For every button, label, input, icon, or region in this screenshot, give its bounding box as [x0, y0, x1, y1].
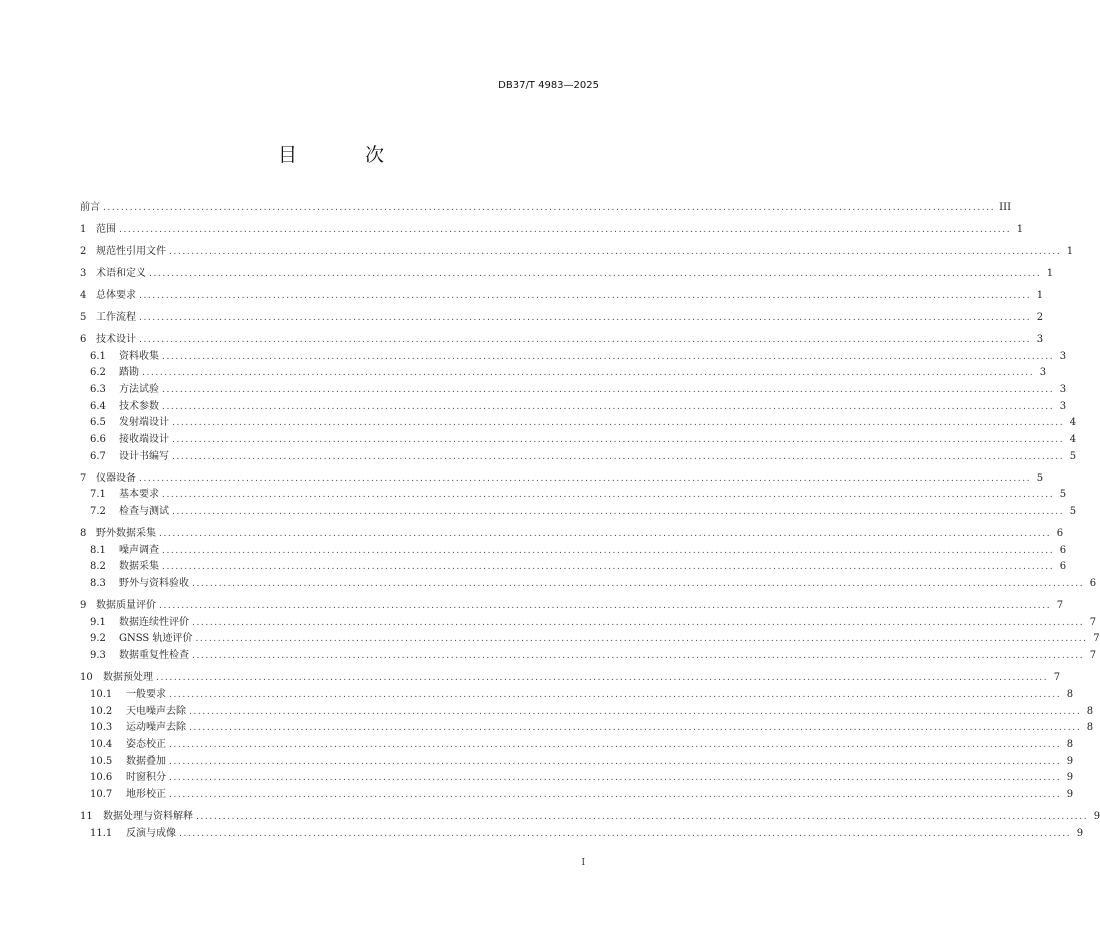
toc-entry[interactable] — [80, 266, 1054, 283]
toc-entry[interactable] — [80, 559, 1067, 576]
toc-entry-title: 数据质量评价 — [96, 600, 156, 612]
toc-entry[interactable] — [80, 332, 1044, 349]
toc-entry-title: GNSS 轨迹评价 — [119, 633, 193, 645]
toc-leader-dots: ........................................................................................................................................................................................................ — [172, 418, 1065, 429]
toc-entry-title: 发射端设计 — [119, 417, 169, 429]
toc-entry-title: 基本要求 — [119, 489, 159, 501]
toc-leader-dots: ........................................................................................................................................................................................................ — [162, 351, 1055, 362]
doc-code: DB37/T 4983—2025 — [498, 80, 599, 91]
toc-entry-title: 资料收集 — [119, 350, 159, 362]
toc-entry-title: 接收端设计 — [119, 434, 169, 446]
toc-entry-title: 噪声调查 — [119, 544, 159, 556]
toc-leader-dots: ........................................................................................................................................................................................................ — [139, 312, 1032, 323]
toc-entry[interactable] — [80, 754, 1074, 771]
toc-entry-number: 10.4 — [90, 738, 113, 750]
toc-entry-title: 野外与资料验收 — [119, 578, 189, 590]
toc-entry-title: 野外数据采集 — [96, 528, 156, 540]
toc-leader-dots: ........................................................................................................................................................................................................ — [172, 451, 1065, 462]
toc-entry[interactable] — [80, 310, 1044, 327]
toc-leader-dots: ........................................................................................................................................................................................................ — [169, 789, 1062, 800]
toc-leader-dots: ........................................................................................................................................................................................................ — [196, 811, 1089, 822]
toc-leader-dots: ........................................................................................................................................................................................................ — [119, 224, 1012, 235]
toc-leader-dots: ........................................................................................................................................................................................................ — [139, 473, 1032, 484]
toc-entry-page: 5 — [1069, 450, 1077, 462]
toc-entry[interactable] — [80, 631, 1100, 648]
toc-leader-dots: ........................................................................................................................................................................................................ — [195, 634, 1088, 645]
toc-entry-number: 4 — [80, 289, 87, 301]
toc-entry-number: 10.1 — [90, 688, 113, 700]
toc-leader-dots: ........................................................................................................................................................................................................ — [189, 723, 1082, 734]
toc-entry-number: 7 — [80, 472, 87, 484]
toc-entry-number: 8.2 — [90, 561, 106, 573]
toc-entry-page: 3 — [1039, 367, 1047, 379]
toc-leader-dots: ........................................................................................................................................................................................................ — [162, 562, 1055, 573]
toc-entry[interactable] — [80, 449, 1077, 466]
toc-entry-page: 9 — [1066, 788, 1074, 800]
toc-entry-page: 2 — [1036, 311, 1044, 323]
toc-entry-number: 11 — [80, 810, 93, 822]
toc-entry-page: 3 — [1059, 350, 1067, 362]
toc-entry[interactable] — [80, 704, 1094, 721]
toc-entry-page: 5 — [1069, 506, 1077, 518]
toc-entry-page: III — [999, 202, 1012, 213]
toc-entry-page: 6 — [1059, 561, 1067, 573]
toc-entry-number: 2 — [80, 245, 87, 257]
toc-entry-number: 11.1 — [90, 827, 113, 839]
toc-entry[interactable] — [80, 809, 1100, 826]
toc-leader-dots: ........................................................................................................................................................................................................ — [149, 268, 1042, 279]
toc-entry-title: 检查与测试 — [119, 506, 169, 518]
toc-entry[interactable] — [80, 687, 1074, 704]
toc-leader-dots: ........................................................................................................................................................................................................ — [139, 290, 1032, 301]
toc-entry-title: 反演与成像 — [126, 827, 176, 839]
toc-entry[interactable] — [80, 244, 1074, 261]
toc-entry-number: 10 — [80, 672, 93, 684]
toc-entry-number: 9.3 — [90, 650, 106, 662]
toc-leader-dots: ........................................................................................................................................................................................................ — [159, 529, 1052, 540]
toc-entry-number: 7.2 — [90, 506, 106, 518]
toc-entry-title: 踏勘 — [119, 367, 139, 379]
toc-entry-page: 9 — [1093, 810, 1100, 822]
toc-entry-title: 工作流程 — [96, 311, 136, 323]
toc-entry-number: 6.7 — [90, 450, 106, 462]
toc-entry-number: 9.2 — [90, 633, 106, 645]
toc-leader-dots: ........................................................................................................................................................................................................ — [169, 246, 1062, 257]
toc-entry-title: 数据采集 — [119, 561, 159, 573]
toc-entry[interactable] — [80, 826, 1084, 843]
toc-leader-dots: ........................................................................................................................................................................................................ — [192, 651, 1085, 662]
toc-entry-title: 技术设计 — [96, 333, 136, 345]
toc-entry-page: 4 — [1069, 417, 1077, 429]
toc-entry[interactable] — [80, 787, 1074, 804]
toc-leader-dots: ........................................................................................................................................................................................................ — [179, 828, 1072, 839]
toc-entry-page: 8 — [1086, 705, 1094, 717]
toc-entry-title: 一般要求 — [126, 688, 166, 700]
toc-entry-page: 8 — [1086, 722, 1094, 734]
toc-leader-dots: ........................................................................................................................................................................................................ — [162, 545, 1055, 556]
toc-entry-title: 数据叠加 — [126, 755, 166, 767]
toc-entry-page: 9 — [1066, 772, 1074, 784]
toc-entry-page: 1 — [1036, 289, 1044, 301]
toc-entry-page: 7 — [1089, 616, 1097, 628]
toc-entry-title: 数据处理与资料解释 — [103, 810, 193, 822]
toc-entry[interactable] — [80, 770, 1074, 787]
toc-entry[interactable] — [80, 288, 1044, 305]
toc-entry-number: 6.1 — [90, 350, 106, 362]
toc-entry-title: 设计书编写 — [119, 450, 169, 462]
toc-entry[interactable] — [80, 720, 1094, 737]
toc-entry[interactable] — [80, 543, 1067, 560]
toc-entry-page: 7 — [1056, 600, 1064, 612]
toc-leader-dots: ........................................................................................................................................................................................................ — [169, 756, 1062, 767]
toc-entry-title: 仪器设备 — [96, 472, 136, 484]
toc-leader-dots: ........................................................................................................................................................................................................ — [162, 490, 1055, 501]
toc-entry-page: 4 — [1069, 434, 1077, 446]
toc-entry-number: 1 — [80, 223, 87, 235]
table-of-contents — [80, 200, 1100, 842]
toc-entry-title: 数据连续性评价 — [119, 616, 189, 628]
toc-leader-dots: ........................................................................................................................................................................................................ — [189, 706, 1082, 717]
toc-entry-page: 9 — [1066, 755, 1074, 767]
toc-entry-title: 术语和定义 — [96, 267, 146, 279]
toc-entry-page: 8 — [1066, 688, 1074, 700]
toc-leader-dots: ........................................................................................................................................................................................................ — [192, 579, 1085, 590]
toc-entry-title: 数据重复性检查 — [119, 650, 189, 662]
toc-entry-number: 5 — [80, 311, 87, 323]
toc-leader-dots: ........................................................................................................................................................................................................ — [172, 435, 1065, 446]
toc-entry-page: 1 — [1046, 267, 1054, 279]
toc-entry-page: 7 — [1089, 650, 1097, 662]
page-title: 目 次 — [277, 144, 416, 166]
toc-entry-page: 9 — [1076, 827, 1084, 839]
toc-leader-dots: ........................................................................................................................................................................................................ — [169, 773, 1062, 784]
toc-entry-title: 姿态校正 — [126, 738, 166, 750]
toc-entry-number: 8.1 — [90, 544, 106, 556]
toc-entry[interactable] — [80, 382, 1067, 399]
toc-leader-dots: ........................................................................................................................................................................................................ — [103, 203, 996, 213]
toc-entry[interactable] — [80, 737, 1074, 754]
toc-entry-number: 6.2 — [90, 367, 106, 379]
toc-entry-title: 数据预处理 — [103, 672, 153, 684]
toc-entry-number: 8 — [80, 528, 87, 540]
toc-entry-page: 6 — [1056, 528, 1064, 540]
page-number: I — [581, 858, 585, 868]
toc-entry-title: 规范性引用文件 — [96, 245, 166, 257]
toc-entry-title: 运动噪声去除 — [126, 722, 186, 734]
toc-entry-title: 天电噪声去除 — [126, 705, 186, 717]
toc-entry[interactable] — [80, 222, 1024, 239]
toc-entry[interactable] — [80, 504, 1077, 521]
toc-entry-page: 7 — [1053, 672, 1061, 684]
toc-entry[interactable] — [80, 200, 1012, 217]
toc-entry[interactable] — [80, 598, 1064, 615]
toc-entry[interactable] — [80, 648, 1097, 665]
toc-entry-number: 8.3 — [90, 578, 106, 590]
toc-entry-page: 3 — [1059, 400, 1067, 412]
toc-entry-number: 6.6 — [90, 434, 106, 446]
toc-entry-number: 6.5 — [90, 417, 106, 429]
toc-entry-title: 时窗积分 — [126, 772, 166, 784]
toc-leader-dots: ........................................................................................................................................................................................................ — [162, 384, 1055, 395]
toc-entry[interactable] — [80, 349, 1067, 366]
toc-entry[interactable] — [80, 415, 1077, 432]
toc-entry-page: 5 — [1036, 472, 1044, 484]
toc-leader-dots: ........................................................................................................................................................................................................ — [169, 739, 1062, 750]
toc-leader-dots: ........................................................................................................................................................................................................ — [159, 601, 1052, 612]
toc-entry-page: 5 — [1059, 489, 1067, 501]
toc-entry-number: 3 — [80, 267, 87, 279]
toc-leader-dots: ........................................................................................................................................................................................................ — [162, 401, 1055, 412]
toc-entry-number: 10.3 — [90, 722, 113, 734]
toc-entry-page: 1 — [1066, 245, 1074, 257]
toc-entry[interactable] — [80, 526, 1064, 543]
toc-entry-title: 范围 — [96, 223, 116, 235]
toc-entry-number: 9 — [80, 600, 87, 612]
toc-entry-title: 总体要求 — [96, 289, 136, 301]
toc-entry-page: 8 — [1066, 738, 1074, 750]
toc-entry-title: 前言 — [80, 202, 100, 213]
toc-entry[interactable] — [80, 471, 1044, 488]
toc-entry-number: 9.1 — [90, 616, 106, 628]
toc-entry-number: 6 — [80, 333, 87, 345]
toc-entry[interactable] — [80, 487, 1067, 504]
toc-leader-dots: ........................................................................................................................................................................................................ — [142, 368, 1035, 379]
toc-entry-page: 7 — [1093, 633, 1100, 645]
toc-entry[interactable] — [80, 432, 1077, 449]
toc-leader-dots: ........................................................................................................................................................................................................ — [172, 507, 1065, 518]
toc-entry-number: 10.6 — [90, 772, 113, 784]
toc-entry-title: 技术参数 — [119, 400, 159, 412]
toc-entry[interactable] — [80, 615, 1097, 632]
toc-leader-dots: ........................................................................................................................................................................................................ — [139, 334, 1032, 345]
toc-entry-number: 7.1 — [90, 489, 106, 501]
toc-entry[interactable] — [80, 670, 1061, 687]
toc-leader-dots: ........................................................................................................................................................................................................ — [192, 617, 1085, 628]
toc-entry-number: 10.5 — [90, 755, 113, 767]
toc-entry[interactable] — [80, 576, 1097, 593]
toc-entry-number: 10.2 — [90, 705, 113, 717]
toc-entry-number: 6.3 — [90, 383, 106, 395]
toc-entry-page: 3 — [1059, 383, 1067, 395]
toc-entry-title: 方法试验 — [119, 383, 159, 395]
toc-entry-page: 1 — [1016, 223, 1024, 235]
toc-entry-title: 地形校正 — [126, 788, 166, 800]
toc-entry-page: 6 — [1059, 544, 1067, 556]
toc-entry-number: 6.4 — [90, 400, 106, 412]
toc-entry[interactable] — [80, 365, 1047, 382]
toc-leader-dots: ........................................................................................................................................................................................................ — [156, 673, 1049, 684]
toc-entry-number: 10.7 — [90, 788, 113, 800]
toc-leader-dots: ........................................................................................................................................................................................................ — [169, 689, 1062, 700]
toc-entry-page: 6 — [1089, 578, 1097, 590]
toc-entry-page: 3 — [1036, 333, 1044, 345]
toc-entry[interactable] — [80, 399, 1067, 416]
